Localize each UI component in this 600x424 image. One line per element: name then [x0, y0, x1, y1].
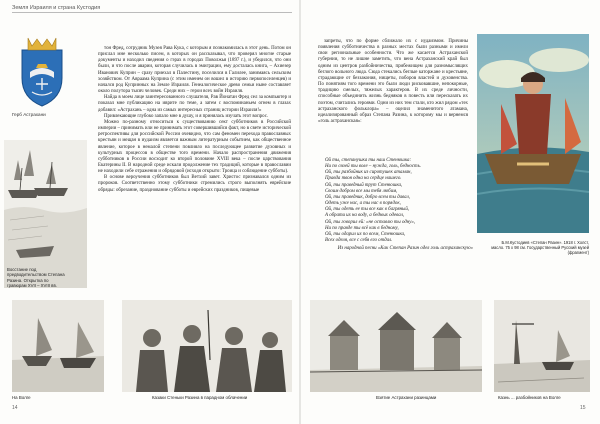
book-spine — [299, 0, 301, 424]
image-caption: Взятие Астрахани разинцами — [376, 395, 437, 400]
verse-line: Своим добром все мы тебя любим, — [325, 188, 398, 194]
verse-line: Одеть уже нас, а ты нас в порядок, — [325, 201, 401, 207]
verse-source: Из народной песни «Как Степан Разин одел голь астраханскую» — [337, 246, 473, 252]
astrakhan-capture-image — [310, 300, 482, 392]
verse-line: Всех оделя, все с себя его отдал. — [325, 238, 393, 244]
paragraph: Найда в моем лице заинтересованного слушателя, Рав Йонатан Фред сел за компьютер и показал мне публикацию на иврите по теме, а затем с воспоминаньем огнем в глазах добавил: «Астрахань – одна из самых интересных страниц истории Израиля!» — [98, 95, 291, 113]
paragraph: Привлекающие глубоко запало мне в душу, и я принялась изучать этот вопрос. — [104, 113, 269, 119]
verse-line: Ой, ты праведный трут Стенюшка, — [325, 182, 403, 188]
painting-caption: Б.М.Кустодиев «Степан Разин». 1918 г. Холст, масло. 75 x 98 см. Государственный Русский музей (фрагмент) — [491, 240, 589, 256]
page-number-right: 15 — [580, 405, 586, 411]
verse-line: Ни по правде ты всё как в бедному, — [325, 225, 399, 231]
verse-line: Ой, ты одеть ее ты все как в багряный, — [325, 207, 410, 213]
verse-line: Ой, ты говорил ей: «не оставлю ты одну», — [325, 219, 416, 225]
page-number-left: 14 — [12, 405, 18, 411]
paragraph: В основе вероучения субботников был Ветхий завет. Христос признавался одним из пророков. Соответственно этому субботники стремились строго выполнять еврейские обряды: обрезание, празднование субботы и еврейских праздников, пищевые — [98, 175, 291, 193]
paragraph: тон Фред, сотрудник Музея Рава Кука, с которым я познакомилась в этот день. Потом он прислал мне несколько писем, в которых он рассказывал, что проверял многие старые документы и находил сведения о гэрах в городах Поволжья (1897 г.), и убедился, что они были, и что после аварии, которая случилась в эмиграции, ему досталась книга, – Ахиезер Иванович Куприн – сразу приехал в Палестину, поселился в Галилее, занимаясь сельским хозяйством. От Авраама Куприна (с этим именем он вошел в историю первопоселенцев) и начался род Купринных на Земле Израиля. Генеалогическое древо семьи ныне составляет около полутора тысяч человек. Среди них – герои всех войн Израиля. — [98, 46, 291, 95]
running-head: Земля Израиля и страна Кустодия — [12, 5, 101, 11]
paragraph: Можно по-разному относиться к существованию сект субботников в Российской империи – принимать или не принимать этот совершившийся факт, но в свете исторической ретроспективы для российской России очевидно, что сам феномен перехода православных крестьян и мещан в иудаизм является важным литературным событием, как общественное явление, которое в немалой степени повлияло на последующее развитие духовных и культурных процессов в обществе того времени. Начало распространения движения субботников в России восходит ко второй половине XVIII века – после царствования Екатерины II. В народной среде искали продолжение тех традиций, которые в православии не находили себе отражения и обрядовой (исходя открыто: Троица и соблюдение субботы). — [98, 119, 291, 175]
kustodiev-razin-painting — [477, 34, 589, 233]
right-page-text-column — [318, 39, 468, 125]
verse-line: Правда твоя одна на сердце нашего. — [325, 176, 402, 182]
engraving-caption: Восстание под предводительством Степана Разина. Открытка по гравюрам XVII – XVIII вв. — [7, 267, 65, 289]
image-caption: На Волге — [12, 395, 31, 400]
paragraph: запреты, что по форме сближало их с иудаизмом. Причины появления субботничества в разных местах были разными и имели свои региональные особенности. Что же касается Астраханской губернии, то не лишне заметить, что вена Астраханский край был одним из центров разбойничества, прибежищем для разномыслящих беглого вольного люда. Сюда стекались беглые каторжане и крестьяне, страдающие от беззакония, нищеты, поборов властей и духовенства. По понятиям того времени это были люди рисковавшие, непокорные, традицию смелых, тяжелых характеров. В их среде личности, способные объединить жизнь бедняков в повесть или пересказать их поэтом, считались героями. Одни из них тем стали, кто жил рядом «тех астраханского фольклора» – оцелил знаменитого атамана, идеализированный образ Степана Разина, к которому мы и вернемся «голь астраханская»: — [318, 39, 468, 125]
left-page-text-column — [98, 46, 291, 194]
header-rule — [12, 12, 292, 13]
verse-line: Ой ты, степанушка ты наш Стенюшка: — [325, 158, 412, 163]
razin-cossacks-image — [122, 300, 292, 392]
verse-line: Ой, ты разбойник из сиротушек атаман, — [325, 170, 412, 176]
verse-line: А обрати их на воду, а бедных одевал, — [325, 213, 405, 219]
volga-image — [12, 300, 104, 392]
verse-line: Ой, ты праведник, добро всем ты давал, — [325, 194, 410, 200]
image-caption: Казаки Стеньки Разина в парадном облачении — [152, 395, 248, 400]
verse-line: Ни по своей ты воле – нужда, голь, бедность. — [325, 164, 422, 170]
uprising-engraving-image — [4, 140, 87, 288]
folk-song-verse — [325, 158, 475, 252]
execution-scene-image — [494, 300, 590, 392]
image-caption: Казнь ... разбойников на Волге — [498, 395, 561, 400]
emblem-caption: Герб Астрахани — [12, 112, 46, 117]
astrakhan-coat-of-arms — [12, 34, 72, 108]
verse-line: Ой, ты одарил их по всем, Стенюшка, — [325, 231, 406, 237]
